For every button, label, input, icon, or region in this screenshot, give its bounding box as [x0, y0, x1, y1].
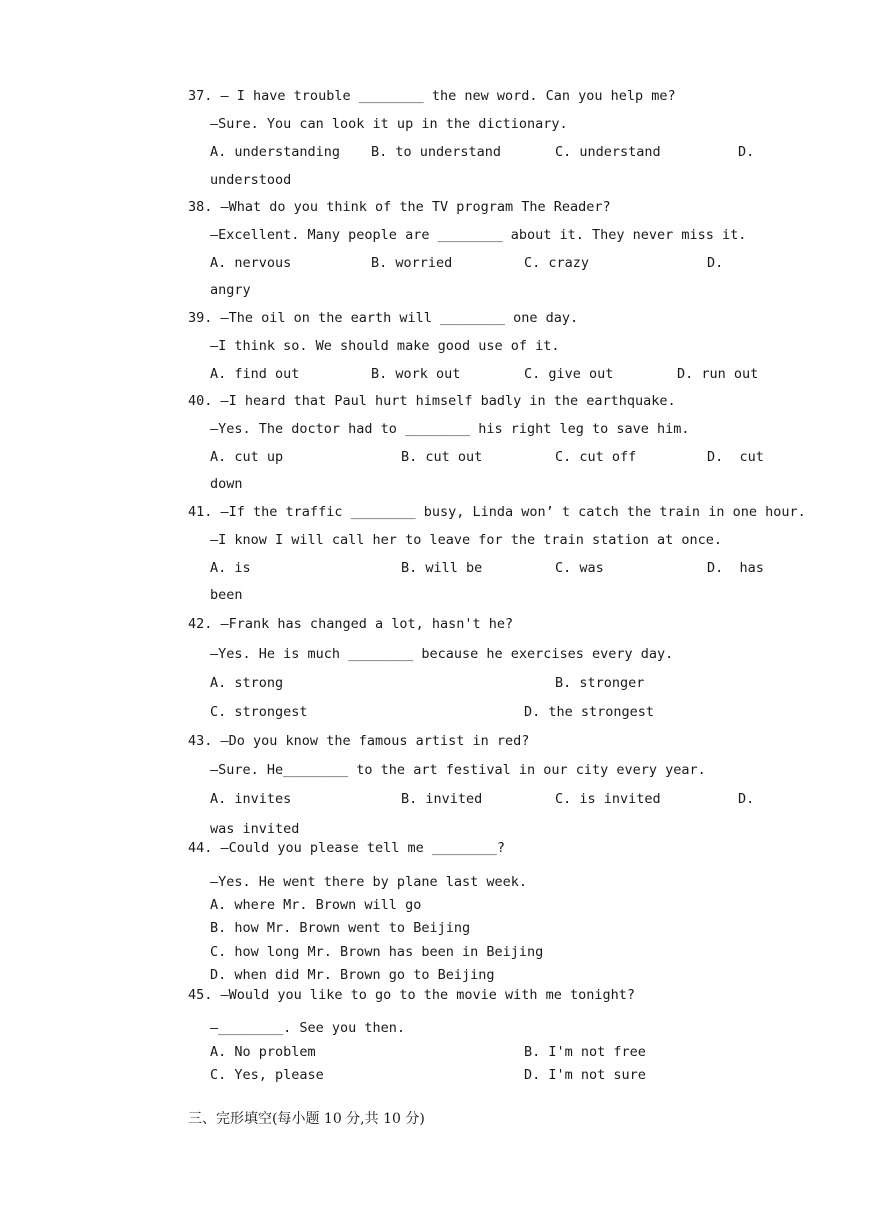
option-38-c: C. crazy — [524, 255, 590, 271]
question-38-reply: —Excellent. Many people are ________ about it. They never miss it. — [210, 227, 747, 243]
question-38-prompt: 38. —What do you think of the TV program The Reader? — [188, 199, 611, 215]
option-43-d: D. — [738, 791, 755, 807]
option-44-c: C. how long Mr. Brown has been in Beijing — [210, 944, 544, 960]
option-38-b: B. worried — [371, 255, 453, 271]
option-44-a: A. where Mr. Brown will go — [210, 897, 422, 913]
question-39-reply: —I think so. We should make good use of it. — [210, 338, 560, 354]
option-39-c: C. give out — [524, 366, 614, 382]
option-41-d: D. has — [707, 560, 764, 576]
option-37-d: D. — [738, 144, 755, 160]
question-41-prompt: 41. —If the traffic ________ busy, Linda won’ t catch the train in one hour. — [188, 504, 806, 520]
option-40-d: D. cut — [707, 449, 764, 465]
question-37-prompt: 37. — I have trouble ________ the new word. Can you help me? — [188, 88, 676, 104]
option-45-a: A. No problem — [210, 1044, 316, 1060]
option-41-c: C. was — [555, 560, 604, 576]
question-41-reply: —I know I will call her to leave for the train station at once. — [210, 532, 723, 548]
question-37-reply: —Sure. You can look it up in the dictionary. — [210, 116, 568, 132]
option-40-b: B. cut out — [401, 449, 483, 465]
option-37-c: C. understand — [555, 144, 661, 160]
option-45-d: D. I'm not sure — [524, 1067, 646, 1083]
option-39-b: B. work out — [371, 366, 461, 382]
option-45-c: C. Yes, please — [210, 1067, 324, 1083]
option-37-d-wrap: understood — [210, 172, 292, 188]
option-44-d: D. when did Mr. Brown go to Beijing — [210, 967, 495, 983]
section-heading: 三、完形填空(每小题 10 分,共 10 分) — [188, 1111, 425, 1127]
option-41-b: B. will be — [401, 560, 483, 576]
question-44-reply: —Yes. He went there by plane last week. — [210, 874, 527, 890]
question-39-prompt: 39. —The oil on the earth will ________ one day. — [188, 310, 579, 326]
option-43-d-wrap: was invited — [210, 821, 300, 837]
option-44-b: B. how Mr. Brown went to Beijing — [210, 920, 471, 936]
question-40-prompt: 40. —I heard that Paul hurt himself badly in the earthquake. — [188, 393, 676, 409]
question-45-reply: —________. See you then. — [210, 1020, 406, 1036]
option-45-b: B. I'm not free — [524, 1044, 646, 1060]
option-40-d-wrap: down — [210, 476, 243, 492]
option-40-a: A. cut up — [210, 449, 284, 465]
question-40-reply: —Yes. The doctor had to ________ his right leg to save him. — [210, 421, 690, 437]
option-38-d-wrap: angry — [210, 282, 251, 298]
question-43-reply: —Sure. He________ to the art festival in our city every year. — [210, 762, 706, 778]
question-43-prompt: 43. —Do you know the famous artist in red? — [188, 733, 530, 749]
option-37-a: A. understanding — [210, 144, 341, 160]
option-43-c: C. is invited — [555, 791, 661, 807]
question-44-prompt: 44. —Could you please tell me ________? — [188, 840, 506, 856]
option-41-d-wrap: been — [210, 587, 243, 603]
option-42-a: A. strong — [210, 675, 284, 691]
option-42-c: C. strongest — [210, 704, 308, 720]
option-43-b: B. invited — [401, 791, 483, 807]
option-38-d: D. — [707, 255, 724, 271]
option-39-d: D. run out — [677, 366, 759, 382]
option-42-d: D. the strongest — [524, 704, 655, 720]
option-40-c: C. cut off — [555, 449, 637, 465]
option-42-b: B. stronger — [555, 675, 645, 691]
question-45-prompt: 45. —Would you like to go to the movie with me tonight? — [188, 987, 636, 1003]
question-42-prompt: 42. —Frank has changed a lot, hasn't he? — [188, 616, 514, 632]
question-42-reply: —Yes. He is much ________ because he exercises every day. — [210, 646, 674, 662]
option-43-a: A. invites — [210, 791, 292, 807]
option-39-a: A. find out — [210, 366, 300, 382]
option-37-b: B. to understand — [371, 144, 502, 160]
option-38-a: A. nervous — [210, 255, 292, 271]
option-41-a: A. is — [210, 560, 251, 576]
